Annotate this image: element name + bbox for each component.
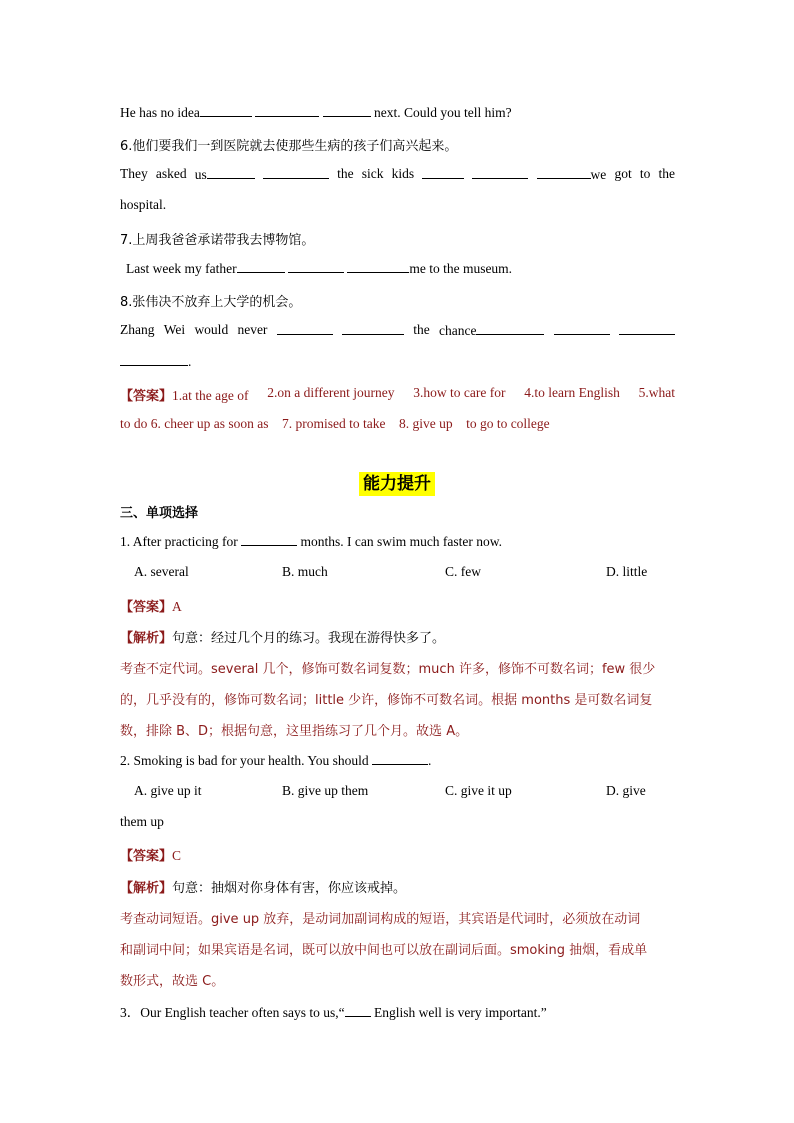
q7-chinese: 7.上周我爸爸承诺带我去博物馆。	[120, 233, 315, 248]
mc2-option-c: C. give it up	[445, 783, 512, 798]
blank	[237, 260, 285, 273]
mc2-explain-3: 数形式，故选 C。	[120, 974, 225, 989]
mc1-explain-1: 考查不定代词。several 几个，修饰可数名词复数；much 许多，修饰不可数名词；few 很少	[120, 662, 656, 677]
q8-english	[120, 322, 675, 339]
word: never	[237, 322, 268, 337]
mc2-analysis	[120, 877, 406, 896]
mc1-explain-2: 的，几乎没有的，修饰可数名词；little 少许，修饰不可数名词。根据 months 是可数名词复	[120, 693, 653, 708]
q7-text-post: me to the museum.	[409, 261, 513, 276]
word: sick	[361, 166, 384, 181]
answer-item: 3.how to care for	[413, 385, 506, 400]
word: They	[120, 166, 148, 181]
q5-line	[120, 104, 512, 121]
answer-item: 5.what	[638, 385, 675, 400]
mc2-option-b: B. give up them	[282, 783, 369, 798]
mc2-stem: 2. Smoking is bad for your health. You should .	[120, 753, 432, 768]
word: got	[614, 166, 632, 181]
mc1-option-d: D. little	[606, 564, 648, 579]
mc1-explain-3: 数，排除 B、D；根据句意，这里指练习了几个月。故选 A。	[120, 724, 469, 739]
word: asked	[155, 166, 187, 181]
q5-text-pre: He has no idea	[120, 105, 200, 120]
blank	[263, 166, 329, 179]
answer-value: A	[172, 599, 182, 614]
blank	[422, 166, 464, 179]
answer-value: C	[172, 848, 182, 863]
word: Wei	[163, 322, 186, 337]
section-title: 能力提升	[359, 472, 435, 496]
mc1-option-b: B. much	[282, 564, 328, 579]
blank	[241, 533, 297, 546]
blank	[288, 260, 344, 273]
answer-item: 【答案】1.at the age of	[120, 388, 249, 404]
q7-text-pre: Last week my father	[126, 261, 237, 276]
word-with-blank: chance	[439, 322, 544, 339]
mc1-answer	[120, 596, 182, 615]
analysis-tag: 【解析】	[120, 881, 173, 896]
q6-english	[120, 166, 675, 183]
word-with-blank: us	[195, 166, 255, 183]
analysis-text: 句意：经过几个月的练习。我现在游得快多了。	[172, 631, 446, 646]
answer-item: 2.on a different journey	[267, 385, 395, 400]
word-with-blank: we	[537, 166, 607, 183]
period: .	[188, 354, 192, 369]
mc1-analysis	[120, 627, 445, 646]
answer-tag: 【答案】	[120, 389, 173, 404]
answer-line-1	[120, 385, 675, 404]
blank	[372, 752, 428, 765]
blank	[342, 322, 404, 335]
q8-continuation	[120, 353, 191, 370]
q6-chinese: 6.他们要我们一到医院就去使那些生病的孩子们高兴起来。	[120, 139, 458, 154]
q5-text-post: next. Could you tell him?	[370, 105, 512, 120]
blank	[345, 1004, 371, 1017]
blank	[323, 104, 371, 117]
blank	[120, 353, 188, 366]
answer-tag: 【答案】	[120, 600, 173, 615]
q8-chinese: 8.张伟决不放弃上大学的机会。	[120, 295, 302, 310]
answer-line-2: to do 6. cheer up as soon as 7. promised to take 8. give up to go to college	[120, 416, 550, 431]
blank	[554, 322, 610, 335]
q6-continuation: hospital.	[120, 197, 167, 212]
section-heading: 三、单项选择	[120, 506, 199, 521]
mc2-option-d-continuation: them up	[120, 814, 164, 829]
blank	[619, 322, 675, 335]
analysis-text: 句意：抽烟对你身体有害，你应该戒掉。	[172, 881, 407, 896]
mc2-explain-1: 考查动词短语。give up 放弃，是动词加副词构成的短语，其宾语是代词时，必须放在动词	[120, 912, 641, 927]
blank	[472, 166, 528, 179]
blank	[200, 104, 252, 117]
mc1-option-c: C. few	[445, 564, 481, 579]
blank	[277, 322, 333, 335]
word: would	[194, 322, 229, 337]
blank	[255, 104, 319, 117]
mc1-stem: 1. After practicing for months. I can swim much faster now.	[120, 534, 503, 549]
analysis-tag: 【解析】	[120, 631, 173, 646]
mc2-option-a: A. give up it	[134, 783, 202, 798]
word: the	[337, 166, 354, 181]
answer-tag: 【答案】	[120, 849, 173, 864]
blank	[347, 260, 409, 273]
mc2-answer	[120, 845, 181, 864]
word: kids	[391, 166, 415, 181]
word: the	[413, 322, 430, 337]
word: the	[658, 166, 675, 181]
word: to	[639, 166, 651, 181]
word: Zhang	[120, 322, 155, 337]
mc1-option-a: A. several	[134, 564, 189, 579]
q7-english	[126, 260, 512, 277]
mc2-option-d: D. give	[606, 783, 646, 798]
answer-item: 4.to learn English	[524, 385, 620, 400]
mc2-explain-2: 和副词中间；如果宾语是名词，既可以放中间也可以放在副词后面。smoking 抽烟，看成单	[120, 943, 648, 958]
mc3-stem: 3．Our English teacher often says to us,“ English well is very important.”	[120, 1005, 547, 1020]
